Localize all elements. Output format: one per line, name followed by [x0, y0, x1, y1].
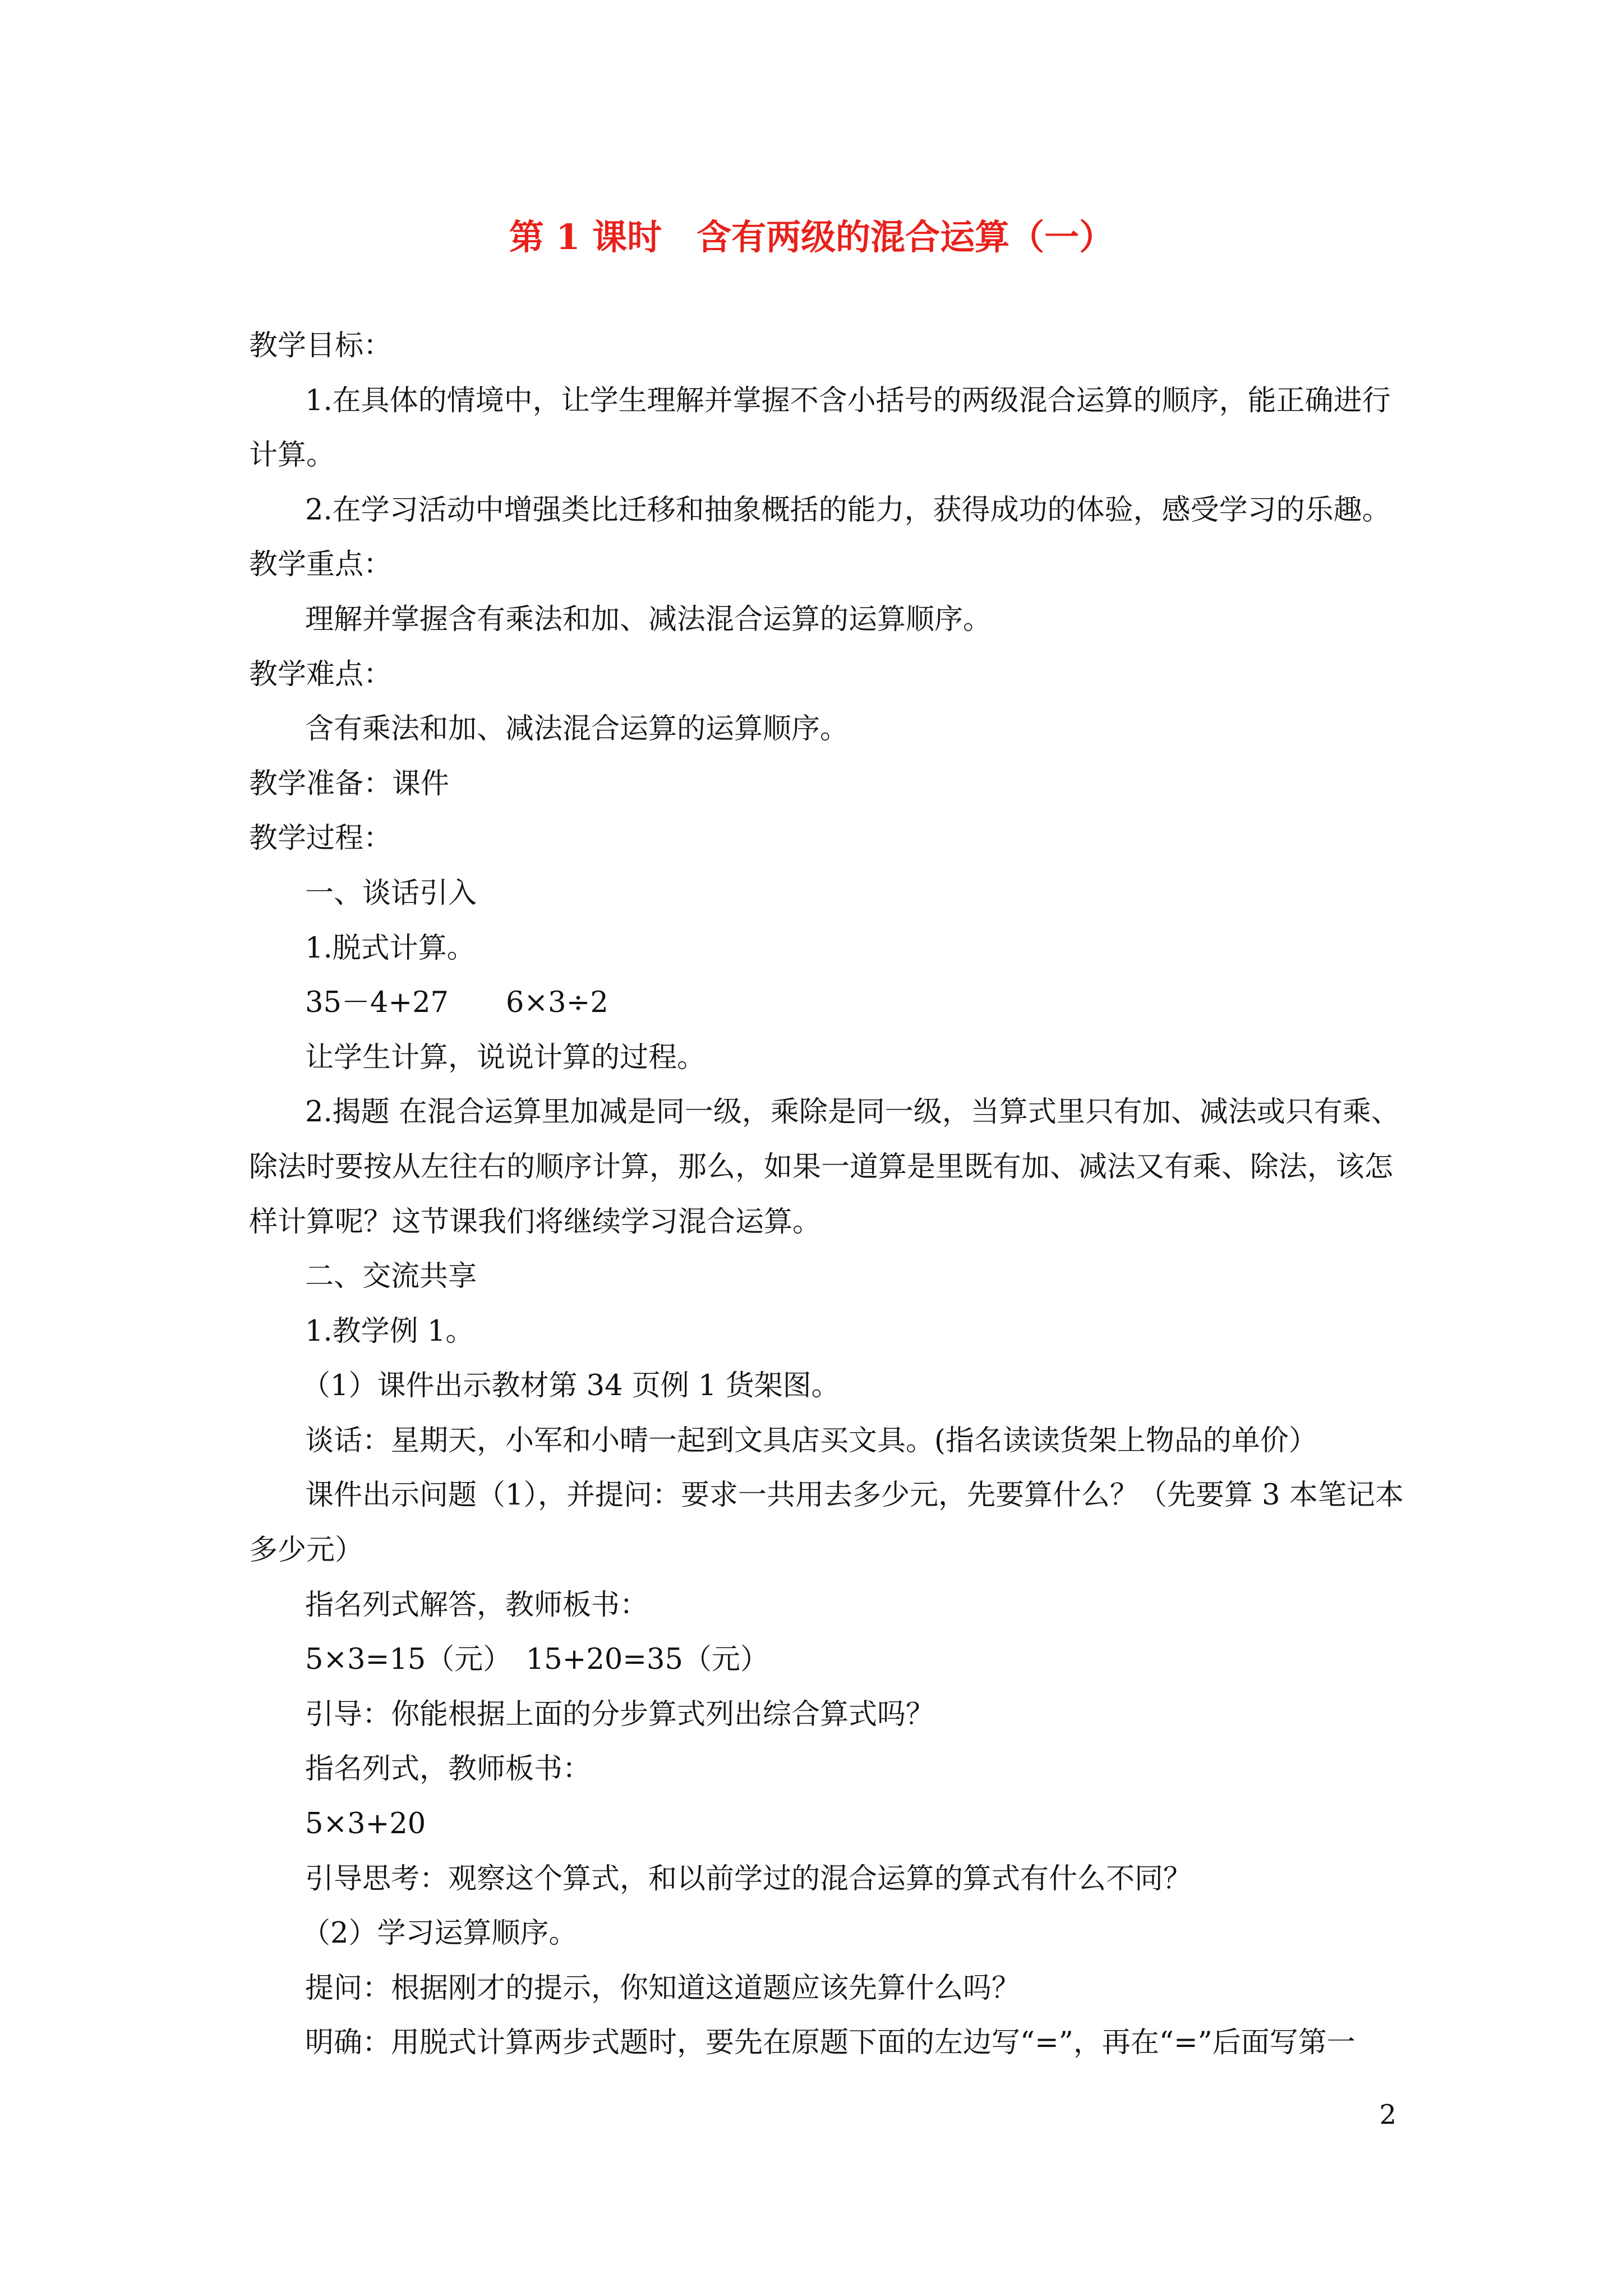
- difficulties-text: 含有乘法和加、减法混合运算的运算顺序。: [305, 712, 849, 746]
- section-intro: 一、谈话引入: [305, 876, 477, 910]
- step-1: 1.脱式计算。: [305, 931, 476, 965]
- heading-process: 教学过程：: [249, 822, 393, 855]
- heading-key-points: 教学重点：: [249, 548, 393, 582]
- step-2-line-2: 除法时要按从左往右的顺序计算，那么，如果一道算是里既有加、减法又有乘、除法，该怎: [249, 1150, 1394, 1184]
- question-line-2: 多少元）: [249, 1534, 364, 1567]
- section-share: 二、交流共享: [305, 1260, 477, 1294]
- objective-1-line-1: 1.在具体的情境中，让学生理解并掌握不含小括号的两级混合运算的顺序，能正确进行: [305, 384, 1391, 417]
- think-line: 引导思考：观察这个算式，和以前学过的混合运算的算式有什么不同？: [305, 1862, 1192, 1895]
- heading-preparation: 教学准备：课件: [249, 767, 450, 800]
- clarify-line: 明确：用脱式计算两步式题时，要先在原题下面的左边写“=”，再在“=”后面写第一: [305, 2026, 1355, 2060]
- objective-2: 2.在学习活动中增强类比迁移和抽象概括的能力，获得成功的体验，感受学习的乐趣。: [305, 493, 1391, 527]
- instruction-line: 让学生计算，说说计算的过程。: [305, 1041, 706, 1074]
- example-1: 1.教学例 1。: [305, 1314, 474, 1348]
- expression-line: 35－4+27 6×3÷2: [305, 986, 608, 1020]
- page-title: 第 1 课时 含有两级的混合运算（一）: [509, 217, 1114, 257]
- ask-line: 提问：根据刚才的提示，你知道这道题应该先算什么吗？: [305, 1971, 1021, 2005]
- body-text: [249, 319, 1404, 2070]
- page-number: 2: [1379, 2099, 1396, 2131]
- example-1-part-2: （2）学习运算顺序。: [302, 1917, 578, 1950]
- step-equations: 5×3=15（元） 15+20=35（元）: [305, 1643, 769, 1677]
- board-line: 指名列式，教师板书：: [305, 1752, 592, 1786]
- question-line-1: 课件出示问题（1），并提问：要求一共用去多少元，先要算什么？（先要算 3 本笔记本: [305, 1479, 1404, 1512]
- talk-line: 谈话：星期天，小军和小晴一起到文具店买文具。(指名读读货架上物品的单价）: [305, 1424, 1317, 1457]
- step-2-line-1: 2.揭题 在混合运算里加减是同一级，乘除是同一级，当算式里只有加、减法或只有乘、: [305, 1096, 1400, 1129]
- combined-expression: 5×3+20: [305, 1807, 426, 1841]
- heading-difficulties: 教学难点：: [249, 657, 393, 691]
- example-1-part-1: （1）课件出示教材第 34 页例 1 货架图。: [302, 1369, 840, 1403]
- step-2-line-3: 样计算呢？这节课我们将继续学习混合运算。: [249, 1205, 822, 1239]
- solve-line: 指名列式解答，教师板书：: [305, 1588, 649, 1622]
- guide-line: 引导：你能根据上面的分步算式列出综合算式吗？: [305, 1697, 935, 1731]
- objective-1-line-2: 计算。: [249, 439, 335, 472]
- heading-objectives: 教学目标：: [249, 329, 393, 362]
- key-points-text: 理解并掌握含有乘法和加、减法混合运算的运算顺序。: [305, 602, 992, 636]
